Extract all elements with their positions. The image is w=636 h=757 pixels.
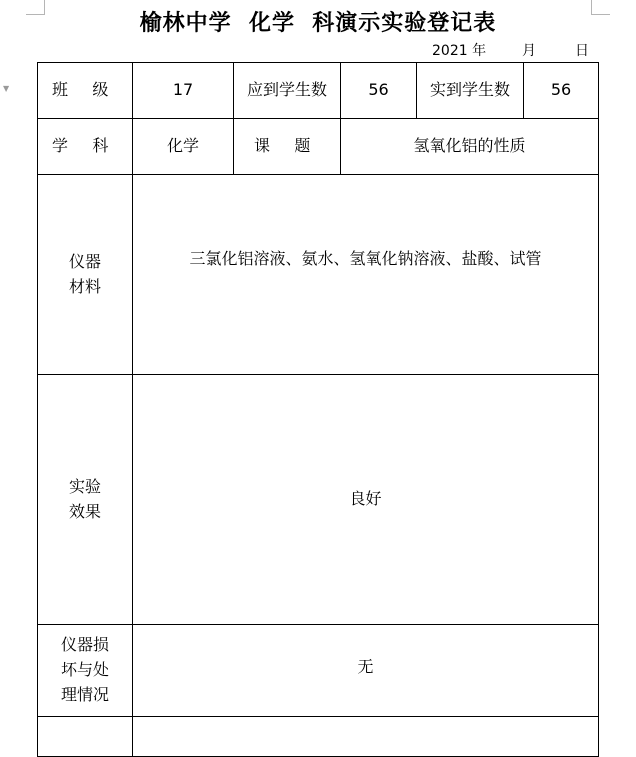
class-value[interactable]: 17 bbox=[133, 63, 234, 119]
actual-students-label: 实到学生数 bbox=[417, 63, 524, 119]
expected-students-label: 应到学生数 bbox=[234, 63, 341, 119]
table-row-class bbox=[38, 63, 599, 119]
partial-cell-label bbox=[38, 717, 133, 757]
table-row-effect bbox=[38, 375, 599, 625]
partial-cell-value bbox=[133, 717, 599, 757]
damage-value[interactable]: 无 bbox=[133, 625, 599, 717]
table-row-subject bbox=[38, 119, 599, 175]
effect-label: 实验 效果 bbox=[38, 375, 133, 625]
margin-marker-icon: ▼ bbox=[3, 84, 10, 93]
document-title: 榆林中学 化学 科演示实验登记表 bbox=[139, 11, 497, 36]
table-row-damage bbox=[38, 625, 599, 717]
registration-table bbox=[37, 62, 599, 757]
table-row-equipment bbox=[38, 175, 599, 375]
date-day: 日 bbox=[575, 43, 589, 59]
actual-students-value[interactable]: 56 bbox=[524, 63, 599, 119]
expected-students-value[interactable]: 56 bbox=[341, 63, 417, 119]
subject-label: 学 科 bbox=[38, 119, 133, 175]
table-row-partial bbox=[38, 717, 599, 757]
equipment-value[interactable]: 三氯化铝溶液、氨水、氢氧化钠溶液、盐酸、试管 bbox=[133, 175, 599, 375]
date-line bbox=[0, 40, 636, 60]
topic-label: 课 题 bbox=[234, 119, 341, 175]
subject-value[interactable]: 化学 bbox=[133, 119, 234, 175]
effect-value[interactable]: 良好 bbox=[133, 375, 599, 625]
date-year: 2021 年 bbox=[432, 43, 487, 59]
equipment-label: 仪器 材料 bbox=[38, 175, 133, 375]
class-label: 班 级 bbox=[38, 63, 133, 119]
date-month: 月 bbox=[522, 43, 536, 59]
topic-value[interactable]: 氢氧化铝的性质 bbox=[341, 119, 599, 175]
damage-label: 仪器损 坏与处 理情况 bbox=[38, 625, 133, 717]
